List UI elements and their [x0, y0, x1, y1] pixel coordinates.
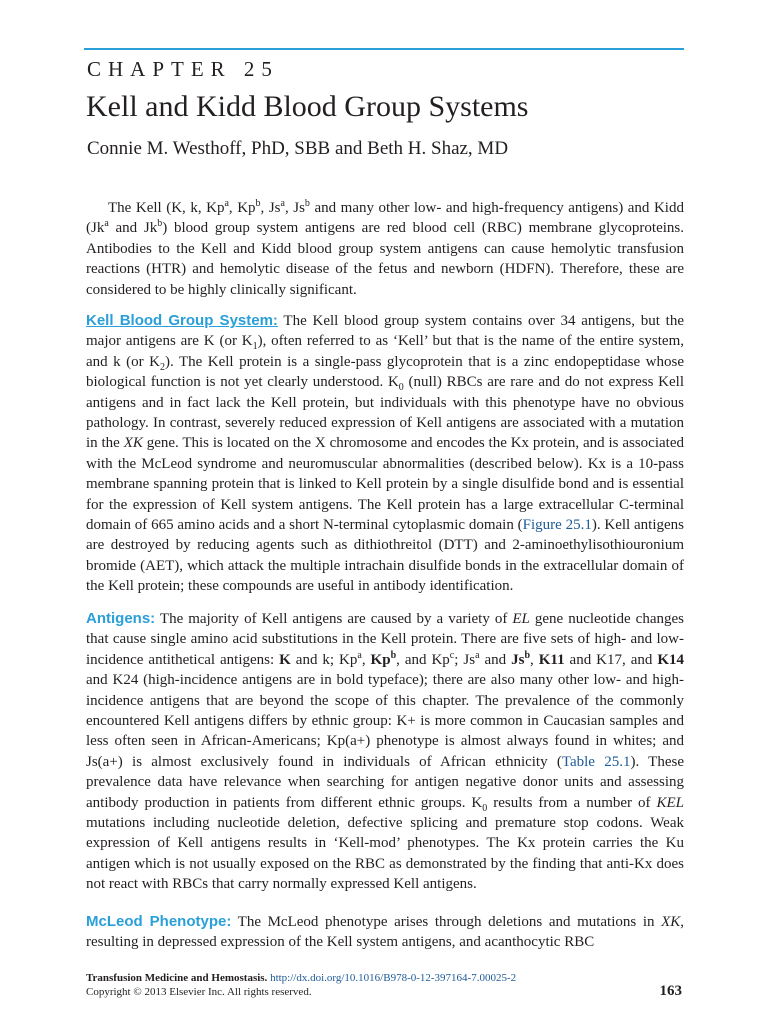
mcleod-paragraph: McLeod Phenotype: The McLeod phenotype arises through deletions and mutations in XK, resulting in depressed expression of the Kell system antigens, and acanthocytic RBC — [86, 913, 684, 951]
antigens-paragraph: Antigens: The majority of Kell antigens are caused by a variety of EL gene nucleotide changes that cause single amino acid substitutions in the Kell protein. There are five sets of high- and low-incidence antithetical antigens: K and k; Kp$^a$, Kp$^b$, and Kp$^c$; Js$^a$ and Js$^b$, K11 and K17, and K14 and K24 (high-incidence antigens are in bold typeface); there are also many other low- and high-incidence antigens that are beyond the scope of this chapter. The prevalence of the commonly encountered Kell antigens differs by ethnic group: K+ is more common in Caucasian samples and less often seen in African-Americans; Kp(a+) phenotype is almost always found in whites; and Js(a+) is almost exclusively found in individuals of African ethnicity (Table 25.1). These prevalence data have relevance when searching for antigen negative donor units and assessing antibody production in patients from different ethnic groups. $K_0$ results from a number of KEL mutations including nucleotide deletion, defective splicing and premature stop codons. Weak expression of Kell antigens results in ‘Kell-mod’ phenotypes. The Kx protein carries the Ku antigen which is not usually exposed on the RBC as demonstrated by the finding that anti-Kx does not react with RBCs that carry normally expressed Kell antigens. — [86, 610, 684, 893]
figure-25-1-link[interactable]: Figure 25.1 — [522, 517, 592, 534]
footer — [86, 971, 516, 999]
kell-system-paragraph: Kell Blood Group System: The Kell blood group system contains over 34 antigens, but the major antigens are K (or $K_1$), often referred to as ‘Kell’ but that is the name of the entire system, and k (or $K_2$). The Kell protein is a single-pass glycoprotein that is a zinc endopeptidase whose biological function is not yet clearly understood. $K_0$ (null) RBCs are rare and do not express Kell antigens and in fact lack the Kell protein, but individuals with this phenotype have no obvious pathology. In contrast, severely reduced expression of Kell antigens are associated with a mutation in the XK gene. This is located on the X chromosome and encodes the Kx protein, and is associated with the McLeod syndrome and neuromuscular abnormalities (described below). Kx is a 10-pass membrane spanning protein that is linked to Kell protein by a single disulfide bond and is essential for the expression of Kell system antigens. The Kell protein has a large extracellular C-terminal domain of 665 amino acids and a short N-terminal cytoplasmic domain (Figure 25.1). Kell antigens are destroyed by reducing agents such as dithiothreitol (DTT) and 2-aminoethylisothiouronium bromide (AET), which attack the multiple intrachain disulfide bonds in the extracellular domain of the Kell protein; these compounds are useful in antibody identification. — [86, 312, 685, 595]
journal-name: Transfusion Medicine and Hemostasis. — [86, 972, 268, 984]
antigens-heading: Antigens: — [86, 610, 156, 627]
authors: Connie M. Westhoff, PhD, SBB and Beth H. Shaz, MD — [87, 138, 509, 159]
header-rule — [84, 48, 684, 50]
copyright: Copyright © 2013 Elsevier Inc. All rights reserved. — [86, 986, 312, 998]
page-number: 163 — [659, 983, 682, 999]
chapter-label: CHAPTER 25 — [87, 57, 279, 81]
intro-paragraph: The Kell (K, k, Kp$^a$, Kp$^b$, Js$^a$, Js$^b$ and many other low- and high-frequency antigens) and Kidd (Jk$^a$ and Jk$^b$) blood group system antigens are red blood cell (RBC) membrane glycoproteins. Antibodies to the Kell and Kidd blood group system antigens can cause hemolytic transfusion reactions (HTR) and hemolytic disease of the fetus and newborn (HDFN). Therefore, these are considered to be highly clinically significant. — [86, 198, 684, 298]
table-25-1-link[interactable]: Table 25.1 — [561, 753, 631, 770]
chapter-title: Kell and Kidd Blood Group Systems — [86, 90, 529, 123]
kell-system-heading: Kell Blood Group System: — [86, 312, 278, 329]
doi-link[interactable]: http://dx.doi.org/10.1016/B978-0-12-397164-7.00025-2 — [270, 972, 517, 984]
mcleod-heading: McLeod Phenotype: — [86, 913, 232, 930]
